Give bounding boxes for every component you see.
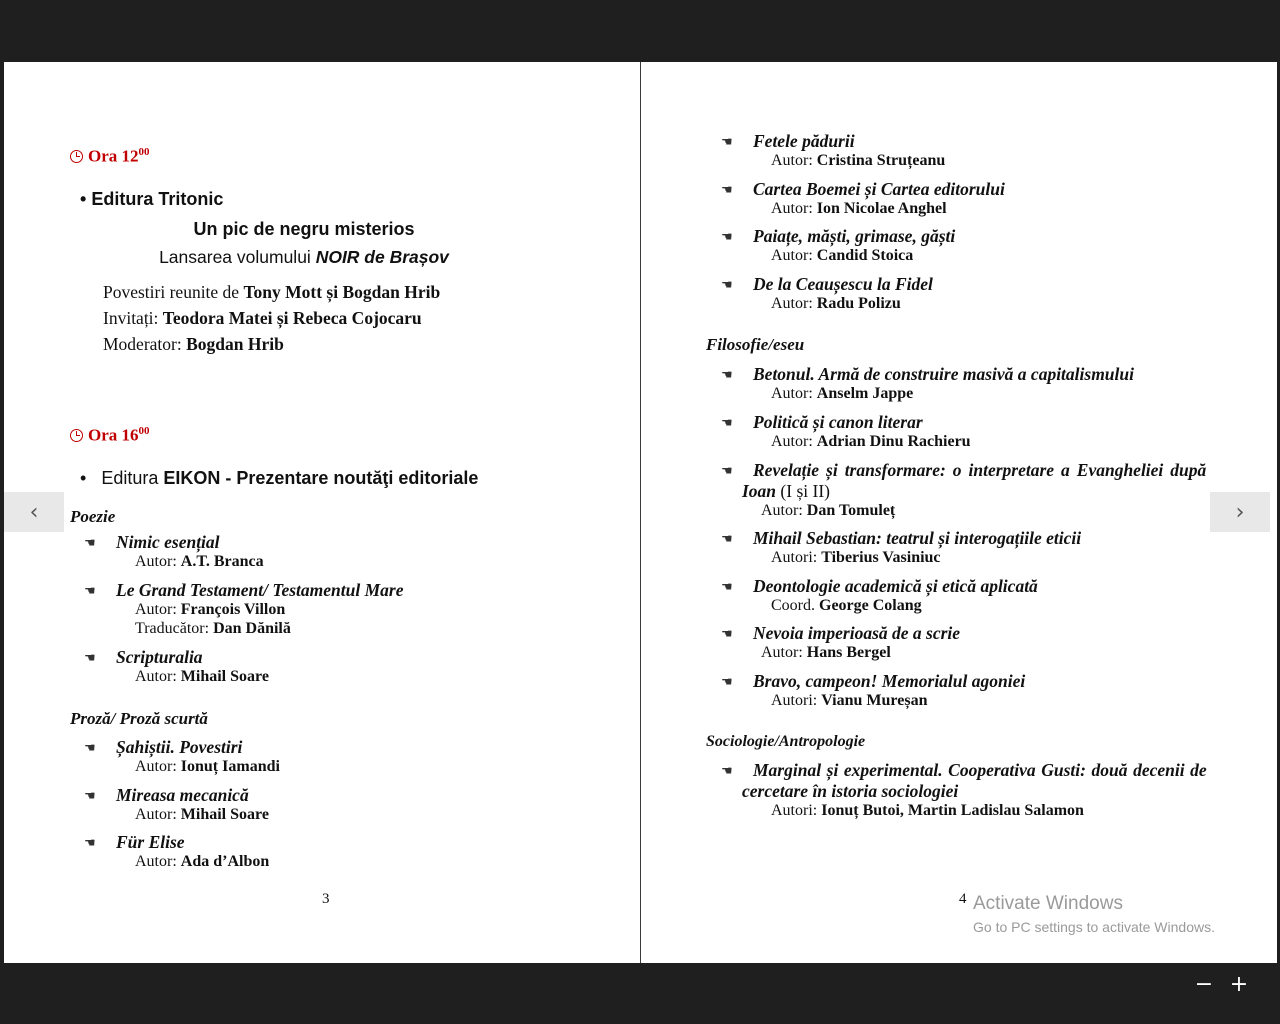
book-title: Marginal și experimental. Cooperativa Gusti: două decenii de — [753, 760, 1207, 780]
book-author: Autori: Vianu Mureșan — [771, 692, 928, 709]
book-title: Bravo, campeon! Memorialul agoniei — [753, 671, 1026, 691]
publisher-tritonic: • Editura Tritonic — [80, 189, 224, 209]
plus-icon: + — [1229, 971, 1249, 997]
pointing-hand-icon: ☚ — [721, 580, 733, 595]
book-author: Autor: Anselm Jappe — [771, 385, 914, 402]
bullet-icon: • — [80, 468, 87, 488]
section-proza: Proză/ Proză scurtă — [70, 709, 208, 728]
page-number: 3 — [322, 891, 330, 907]
pointing-hand-icon: ☚ — [84, 789, 96, 804]
pointing-hand-icon: ☚ — [721, 368, 733, 383]
stories-line: Povestiri reunite de Tony Mott și Bogdan Hrib — [103, 282, 441, 302]
pointing-hand-icon: ☚ — [721, 675, 733, 690]
pointing-hand-icon: ☚ — [721, 464, 733, 479]
book-title: Fetele pădurii — [753, 131, 855, 151]
book-author: Autor: Cristina Struțeanu — [771, 152, 946, 169]
book-title: Paiațe, măști, grimase, găști — [753, 226, 956, 246]
launch-line: Lansarea volumului NOIR de Brașov — [159, 247, 449, 267]
moderator-line: Moderator: Bogdan Hrib — [103, 334, 284, 354]
pointing-hand-icon: ☚ — [721, 627, 733, 642]
book-author: Autori: Tiberius Vasiniuc — [771, 549, 941, 566]
left-page — [4, 62, 640, 963]
previous-page-button[interactable] — [4, 492, 64, 532]
book-author: Autor: Candid Stoica — [771, 247, 914, 264]
guests-line: Invitați: Teodora Matei și Rebeca Cojocaru — [103, 308, 422, 328]
zoom-in-button[interactable] — [1225, 970, 1253, 998]
chevron-right-icon: › — [1235, 499, 1245, 525]
book-title-continued: Ioan (I și II) — [742, 481, 830, 501]
bullet-icon: • — [80, 189, 87, 209]
book-author: Autor: Ion Nicolae Anghel — [771, 200, 947, 217]
book-title: Scripturalia — [116, 647, 203, 667]
book-title: Mihail Sebastian: teatrul și interogațiile eticii — [753, 528, 1082, 548]
book-title: De la Ceaușescu la Fidel — [753, 274, 933, 294]
book-author: Autor: Hans Bergel — [761, 644, 891, 661]
book-author: Autor: Mihail Soare — [135, 806, 269, 823]
pointing-hand-icon: ☚ — [84, 741, 96, 756]
book-author: Autor: François Villon — [135, 601, 286, 618]
section-filosofie: Filosofie/eseu — [706, 335, 805, 354]
chevron-left-icon: ‹ — [29, 499, 39, 525]
book-title: Deontologie academică și etică aplicată — [753, 576, 1038, 596]
book-author: Autor: Radu Polizu — [771, 295, 901, 312]
book-author: Autor: A.T. Branca — [135, 553, 264, 570]
clock-icon — [70, 429, 83, 442]
book-author: Autori: Ionuț Butoi, Martin Ladislau Salamon — [771, 802, 1084, 819]
page-number: 4 — [959, 891, 967, 907]
pointing-hand-icon: ☚ — [84, 584, 96, 599]
next-page-button[interactable] — [1210, 492, 1270, 532]
minus-icon: − — [1194, 971, 1214, 997]
event-title: Un pic de negru misterios — [193, 219, 415, 239]
pointing-hand-icon: ☚ — [721, 764, 733, 779]
pointing-hand-icon: ☚ — [721, 416, 733, 431]
pointing-hand-icon: ☚ — [721, 532, 733, 547]
book-title: Nimic esențial — [116, 532, 220, 552]
pointing-hand-icon: ☚ — [721, 183, 733, 198]
book-author: Coord. George Colang — [771, 597, 922, 614]
book-title-continued: cercetare în istoria sociologiei — [742, 781, 959, 801]
book-title: Mireasa mecanică — [116, 785, 249, 805]
pointing-hand-icon: ☚ — [721, 278, 733, 293]
book-title: Le Grand Testament/ Testamentul Mare — [116, 580, 404, 600]
book-author: Autor: Ionuț Iamandi — [135, 758, 280, 775]
book-author: Autor: Ada d’Albon — [135, 853, 270, 870]
activate-windows-subtitle: Go to PC settings to activate Windows. — [973, 919, 1215, 935]
book-title: Cartea Boemei și Cartea editorului — [753, 179, 1005, 199]
section-poezie: Poezie — [70, 507, 116, 526]
book-title: Politică și canon literar — [753, 412, 923, 432]
time-heading-16: Ora $16^{00}$ — [70, 425, 150, 446]
book-title: Nevoia imperioasă de a scrie — [753, 623, 961, 643]
pointing-hand-icon: ☚ — [84, 836, 96, 851]
pointing-hand-icon: ☚ — [721, 135, 733, 150]
zoom-out-button[interactable] — [1190, 970, 1218, 998]
pointing-hand-icon: ☚ — [84, 536, 96, 551]
book-title: Betonul. Armă de construire masivă a capitalismului — [753, 364, 1135, 384]
publisher-eikon: • Editura EIKON - Prezentare noutăţi editoriale — [80, 468, 479, 488]
time-heading-12: Ora $12^{00}$ — [70, 146, 150, 167]
activate-windows-title: Activate Windows — [973, 893, 1123, 914]
book-author: Autor: Mihail Soare — [135, 668, 269, 685]
pointing-hand-icon: ☚ — [721, 230, 733, 245]
section-sociologie: Sociologie/Antropologie — [706, 733, 866, 750]
book-author: Autor: Dan Tomuleț — [761, 502, 896, 519]
book-author: Autor: Adrian Dinu Rachieru — [771, 433, 971, 450]
clock-icon — [70, 150, 83, 163]
book-translator: Traducător: Dan Dănilă — [135, 620, 291, 637]
pointing-hand-icon: ☚ — [84, 651, 96, 666]
book-title: Revelație și transformare: o interpretare a Evangheliei după — [753, 460, 1207, 480]
right-page — [641, 62, 1277, 963]
book-title: Șahiștii. Povestiri — [116, 737, 243, 757]
book-title: Für Elise — [116, 832, 185, 852]
